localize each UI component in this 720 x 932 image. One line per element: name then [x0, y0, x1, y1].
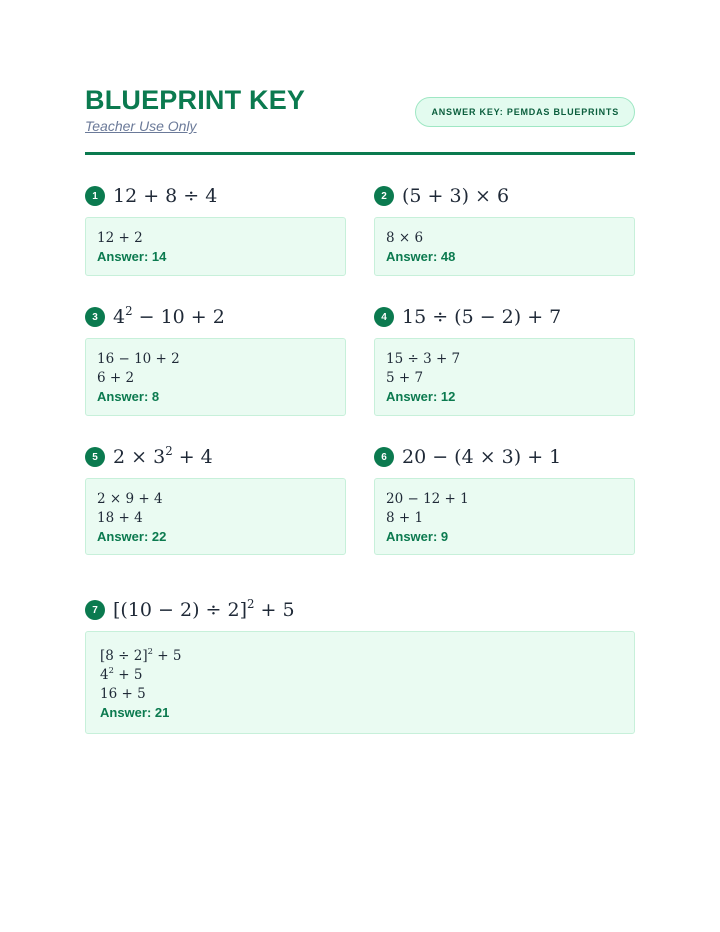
answer-text: Answer: 12 [386, 389, 456, 404]
solution-step: $[8 \div 2]^2 + 5$ [100, 645, 182, 664]
solution-step: 12 + 2 [97, 230, 143, 246]
problem-number-badge: 1 [85, 186, 105, 206]
problem-expression: 20 − (4 × 3) + 1 [402, 446, 562, 468]
solution-box-5 [85, 478, 346, 555]
problem-expression: 12 + 8 ÷ 4 [113, 185, 218, 207]
problem-number-badge: 6 [374, 447, 394, 467]
solution-step: 16 − 10 + 2 [97, 351, 180, 367]
answer-text: Answer: 14 [97, 249, 167, 264]
solution-step: $4^2 + 5$ [100, 664, 143, 683]
problem-expression: $4^2 - 10 + 2$ [113, 303, 225, 328]
problem-number-badge: 3 [85, 307, 105, 327]
answer-key-badge: ANSWER KEY: PEMDAS BLUEPRINTS [415, 97, 635, 127]
problem-expression: (5 + 3) × 6 [402, 185, 510, 207]
solution-box-2 [374, 217, 635, 276]
solution-box-1 [85, 217, 346, 276]
answer-text: Answer: 48 [386, 249, 456, 264]
solution-step: 16 + 5 [100, 686, 146, 702]
problem-expression: $2 \times 3^2 + 4$ [113, 443, 213, 468]
answer-text: Answer: 8 [97, 389, 160, 404]
solution-step: 8 + 1 [386, 510, 424, 526]
page-subtitle: Teacher Use Only [85, 118, 197, 134]
problem-number-badge: 5 [85, 447, 105, 467]
problem-1 [85, 184, 217, 208]
solution-step: 6 + 2 [97, 370, 135, 386]
problem-number-badge: 7 [85, 600, 105, 620]
solution-step: 5 + 7 [386, 370, 424, 386]
solution-box-3 [85, 338, 346, 416]
header-divider [85, 152, 635, 155]
page-title: BLUEPRINT KEY [85, 85, 306, 115]
answer-text: Answer: 21 [100, 705, 170, 720]
problem-6 [374, 445, 561, 469]
problem-7 [85, 598, 295, 622]
answer-text: Answer: 22 [97, 529, 167, 544]
solution-step: 2 × 9 + 4 [97, 491, 163, 507]
solution-box-6 [374, 478, 635, 555]
answer-text: Answer: 9 [386, 529, 449, 544]
header [85, 84, 635, 134]
solution-step: 20 − 12 + 1 [386, 491, 469, 507]
problem-2 [374, 184, 509, 208]
problem-4 [374, 305, 561, 329]
solution-box-4 [374, 338, 635, 416]
solution-step: 8 × 6 [386, 230, 424, 246]
problem-expression: 15 ÷ (5 − 2) + 7 [402, 306, 562, 328]
solution-step: 15 ÷ 3 + 7 [386, 351, 461, 367]
problem-5 [85, 445, 213, 469]
solution-step: 18 + 4 [97, 510, 143, 526]
problem-3 [85, 305, 225, 329]
problem-number-badge: 2 [374, 186, 394, 206]
problem-expression: $[(10 - 2) \div 2]^2 + 5$ [113, 596, 295, 621]
problem-number-badge: 4 [374, 307, 394, 327]
solution-box-7 [85, 631, 635, 734]
